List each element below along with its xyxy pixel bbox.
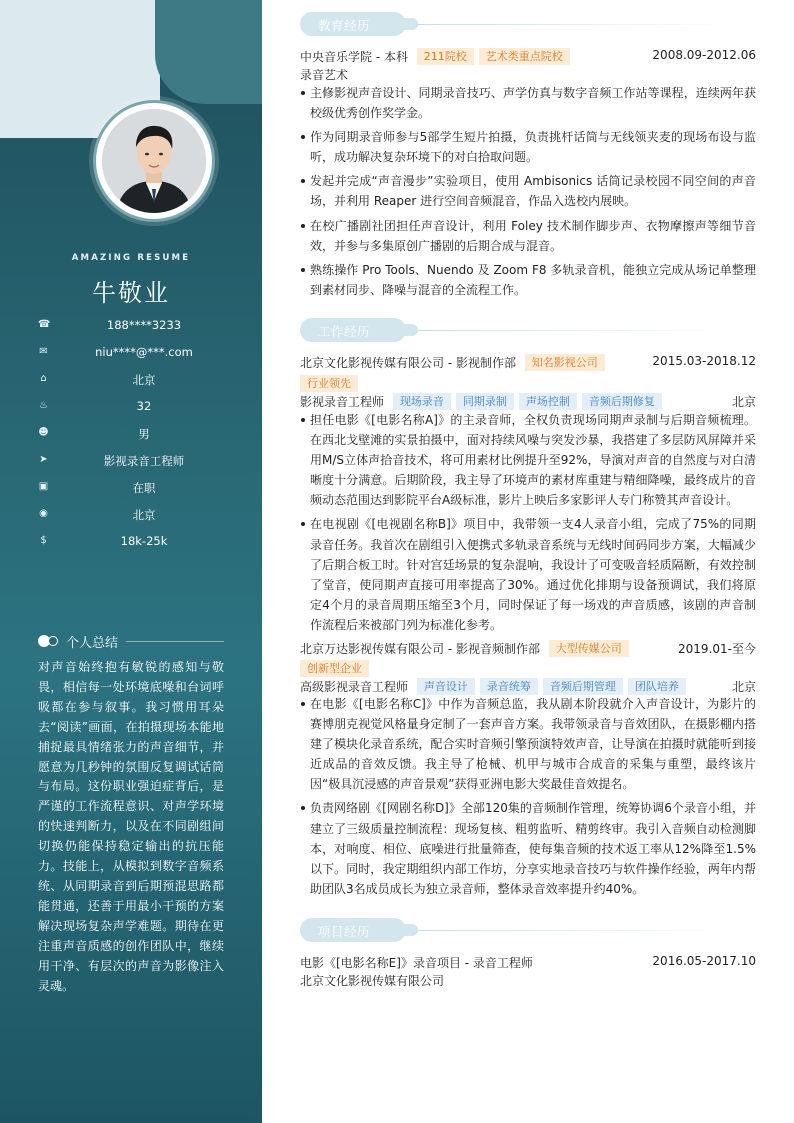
contact-info-row bbox=[0, 451, 262, 478]
job-position-row bbox=[300, 393, 756, 411]
job-header bbox=[300, 640, 756, 658]
divider bbox=[418, 24, 730, 25]
job-position: 高级影视录音工程师 bbox=[300, 680, 409, 694]
bullet-item: 负责网络剧《[网剧名称D]》全部120集的音频制作管理，统筹协调6个录音小组，并建立了三级质量控制流程：现场复核、粗剪监听、精剪终审。我引入音频自动检测脚本，对响度、相位、底噪进行批量筛查，使每集音频的技术返工率从12%降至1.5%以下。同时，我定期组织内部工作坊，分享实地录音技巧与软件操作经验，两年内帮助团队3名成员成长为独立录音师，整体录音效率提升约40%。 bbox=[300, 798, 756, 898]
summary-title: 个人总结 bbox=[66, 636, 119, 651]
job-position: 影视录音工程师 bbox=[300, 395, 385, 409]
skill-tag: 团队培养 bbox=[628, 678, 686, 695]
skill-tag: 现场录音 bbox=[393, 393, 451, 410]
bullet-item: 作为同期录音师参与5部学生短片拍摄，负责挑杆话筒与无线领夹麦的现场布设与监听，成功解决复杂环境下的对白拾取问题。 bbox=[300, 127, 756, 167]
avatar bbox=[93, 100, 215, 222]
contact-info-row bbox=[0, 478, 262, 505]
education-header bbox=[300, 48, 756, 66]
skill-tag: 录音统筹 bbox=[480, 678, 538, 695]
section-header-projects bbox=[300, 918, 730, 942]
job-tag-row bbox=[300, 375, 756, 393]
skill-tag: 音频后期修复 bbox=[582, 393, 662, 410]
skill-tag: 音频后期管理 bbox=[543, 678, 623, 695]
major: 录音艺术 bbox=[300, 68, 349, 82]
section-title: 教育经历 bbox=[318, 18, 371, 33]
contact-info-value: 18k-25k bbox=[120, 534, 168, 548]
bullet-item: 主修影视声音设计、同期录音技巧、声学仿真与数字音频工作站等课程，连续两年获校级优秀创作奖学金。 bbox=[300, 83, 756, 123]
contact-info-value: 32 bbox=[136, 399, 152, 413]
contact-info-row bbox=[0, 397, 262, 424]
skill-tag: 声音设计 bbox=[417, 678, 475, 695]
contact-info-list bbox=[0, 316, 262, 559]
contact-info-value: niu****@***.com bbox=[95, 345, 193, 359]
toggle-dots-icon bbox=[38, 635, 58, 647]
education-date: 2008.09-2012.06 bbox=[652, 48, 756, 62]
location-icon: ◉ bbox=[39, 508, 48, 519]
bullet-item: 在电视剧《[电视剧名称B]》项目中，我带领一支4人录音小组，完成了75%的同期录音任务。我首次在剧组引入便携式多轨录音系统与无线时间码同步方案，大幅减少了后期合板工时。针对宫廷场景的复杂混响，我设计了可变吸音轻质隔断，有效控制了堂音，使同期声直接可用率提高了30%。通过优化排期与设备预调试，我们将原定4个月的录音周期压缩至3个月，同时保证了每一场戏的声音质感，该剧的声音制作流程后来被部门列为标准化参考。 bbox=[300, 514, 756, 635]
contact-info-value: 188****3233 bbox=[106, 318, 182, 332]
project-company: 北京文化影视传媒有限公司 bbox=[300, 974, 445, 988]
school-tag: 艺术类重点院校 bbox=[479, 48, 570, 65]
education-bullets bbox=[300, 83, 756, 304]
job-date: 2019.01-至今 bbox=[678, 642, 756, 656]
contact-info-row bbox=[0, 343, 262, 370]
section-header-education bbox=[300, 12, 730, 36]
company-tag: 大型传媒公司 bbox=[549, 640, 629, 657]
school-tag: 211院校 bbox=[417, 48, 474, 65]
contact-info-row bbox=[0, 532, 262, 559]
contact-info-value: 北京 bbox=[132, 373, 156, 387]
decorative-shape bbox=[155, 0, 262, 104]
job-bullets bbox=[300, 410, 756, 639]
mail-icon: ✉ bbox=[39, 346, 48, 357]
phone-icon: ☎ bbox=[38, 319, 51, 330]
project-company-row bbox=[300, 972, 756, 990]
skill-tag: 同期录制 bbox=[456, 393, 514, 410]
bullet-item: 在电影《[电影名称C]》中作为音频总监，我从剧本阶段就介入声音设计，为影片的赛博朋克视觉风格量身定制了一套声音方案。我带领录音与音效团队，在摄影棚内搭建了模块化录音系统，配合实时音频引擎预演特效声音，让导演在拍摄时就能听到接近成品的音效反馈。我主导了枪械、机甲与城市合成音的采集与重塑，最终该片因“极具沉浸感的声音景观”获得亚洲电影大奖最佳音效提名。 bbox=[300, 694, 756, 794]
company-tag: 行业领先 bbox=[300, 375, 358, 392]
bullet-item: 担任电影《[电影名称A]》的主录音师，全权负责现场同期声录制与后期音频梳理。在西北戈壁滩的实景拍摄中，面对持续风噪与突发沙暴，我搭建了多层防风屏障并采用M/S立体声拾音技术，将可用素材比例提升至92%，导演对声音的自然度与对白清晰度十分满意。后期阶段，我主导了环境声的素材库重建与精细降噪，最终成片的音频动态范围达到影院平台A级标准，影片上映后多家影评人专门称赞其声音设计。 bbox=[300, 410, 756, 510]
avatar-photo bbox=[102, 109, 206, 213]
salary-icon: $ bbox=[40, 535, 47, 546]
bullet-item: 在校广播剧社团担任声音设计，利用 Foley 技术制作脚步声、衣物摩擦声等细节音效，并参与多集原创广播剧的后期合成与混音。 bbox=[300, 216, 756, 256]
job-header bbox=[300, 354, 756, 372]
section-header-work bbox=[300, 318, 730, 342]
job-date: 2015.03-2018.12 bbox=[652, 354, 756, 368]
divider bbox=[418, 930, 730, 931]
home-icon: ⌂ bbox=[40, 373, 47, 384]
school-name: 中央音乐学院 - 本科 bbox=[300, 50, 408, 64]
company-name: 北京文化影视传媒有限公司 - 影视制作部 bbox=[300, 356, 516, 370]
section-title: 项目经历 bbox=[318, 924, 371, 939]
resume-tagline: AMAZING RESUME bbox=[71, 253, 191, 263]
divider bbox=[126, 641, 224, 642]
job-city: 北京 bbox=[731, 395, 756, 409]
contact-info-value: 男 bbox=[138, 427, 150, 441]
section-title: 工作经历 bbox=[318, 324, 371, 339]
job-bullets bbox=[300, 694, 756, 903]
summary-text: 对声音始终抱有敏锐的感知与敬畏，相信每一处环境底噪和台词呼吸都在参与叙事。我习惯用耳朵去“阅读”画面，在拍摄现场本能地捕捉最具情绪张力的声音细节，并愿意为几秒钟的氛围反复调试话筒与布局。这份职业强迫症背后，是严谨的工作流程意识、对声学环境的快速判断力，以及在不同剧组间切换仍能保持稳定输出的抗压能力。技能上，从模拟到数字音频系统、从同期录音到后期预混思路都能贯通，还善于用最小干预的方案解决现场复杂声学难题。期待在更注重声音质感的创作团队中，继续用干净、有层次的声音为影像注入灵魂。 bbox=[38, 660, 224, 993]
gender-icon: ☻ bbox=[38, 427, 49, 438]
project-header bbox=[300, 954, 756, 972]
education-major-row bbox=[300, 66, 756, 84]
company-tag: 知名影视公司 bbox=[525, 354, 605, 371]
cake-icon: ♨ bbox=[39, 400, 48, 411]
job-city: 北京 bbox=[731, 680, 756, 694]
company-tag: 创新型企业 bbox=[300, 660, 369, 677]
company-name: 北京万达影视传媒有限公司 - 影视音频制作部 bbox=[300, 642, 540, 656]
contact-info-row bbox=[0, 505, 262, 532]
project-date: 2016.05-2017.10 bbox=[652, 954, 756, 968]
skill-tag: 声场控制 bbox=[519, 393, 577, 410]
sidebar bbox=[0, 0, 262, 1123]
bullet-item: 发起并完成“声音漫步”实验项目，使用 Ambisonics 话筒记录校园不同空间的声音场，并利用 Reaper 进行空间音频混音，作品入选校内展映。 bbox=[300, 171, 756, 211]
contact-info-value: 影视录音工程师 bbox=[103, 454, 185, 468]
contact-info-row bbox=[0, 370, 262, 397]
divider bbox=[418, 330, 730, 331]
job-tag-row bbox=[300, 660, 756, 678]
bullet-item: 熟练操作 Pro Tools、Nuendo 及 Zoom F8 多轨录音机，能独立完成从场记单整理到素材同步、降噪与混音的全流程工作。 bbox=[300, 260, 756, 300]
candidate-name: 牛敬业 bbox=[92, 279, 170, 307]
contact-info-row bbox=[0, 316, 262, 343]
contact-info-value: 在职 bbox=[132, 481, 156, 495]
contact-info-row bbox=[0, 424, 262, 451]
send-icon: ➤ bbox=[39, 454, 48, 465]
project-name: 电影《[电影名称E]》录音项目 - 录音工程师 bbox=[300, 956, 533, 970]
summary-header bbox=[38, 632, 224, 650]
contact-info-value: 北京 bbox=[132, 508, 156, 522]
briefcase-icon: ▣ bbox=[38, 481, 49, 492]
